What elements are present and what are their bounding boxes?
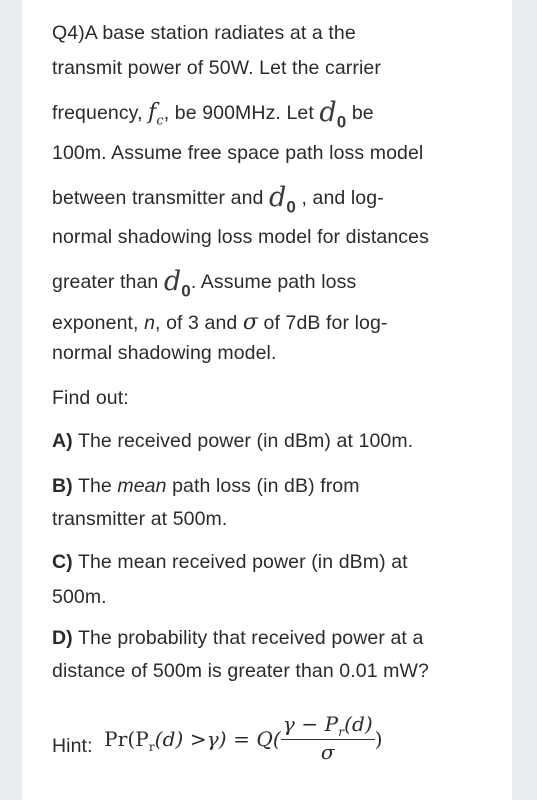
part-a-text: The received power (in dBm) at 100m. bbox=[72, 430, 414, 452]
hint-lhs-rest: (d) >γ) = Q( bbox=[154, 726, 281, 751]
part-d bbox=[52, 627, 423, 650]
q4-line-1: Q4)A base station radiates at a the bbox=[52, 22, 356, 44]
q4-line-7-text-a: greater than bbox=[52, 271, 164, 293]
q4-line-7-text-b: . Assume path loss bbox=[190, 271, 357, 293]
q4-line-6: normal shadowing loss model for distances bbox=[52, 226, 429, 248]
d0-symbol: $d_0$ bbox=[163, 266, 191, 301]
hint-fraction bbox=[281, 712, 375, 764]
hint-numerator-sub: r bbox=[338, 725, 345, 739]
hint-numerator-rest: (d) bbox=[344, 712, 373, 736]
q4-line-5-text-a: between transmitter and bbox=[52, 187, 270, 209]
sigma-symbol: σ bbox=[242, 310, 258, 335]
d0-symbol: $d_0$ bbox=[269, 182, 296, 217]
hint bbox=[52, 714, 383, 766]
q4-line-3 bbox=[52, 95, 374, 130]
part-c-label: C) bbox=[52, 551, 73, 573]
part-d-label: D) bbox=[52, 627, 73, 649]
find-out-heading: Find out: bbox=[52, 387, 129, 409]
hint-lhs-sub: r bbox=[148, 739, 155, 754]
carrier-frequency-symbol: $f_c$ bbox=[148, 100, 164, 129]
hint-lhs: Pr(P bbox=[104, 726, 149, 751]
q4-line-4: 100m. Assume free space path loss model bbox=[52, 142, 424, 164]
d0-symbol: $d_0$ bbox=[319, 97, 347, 132]
q4-line-5 bbox=[52, 180, 384, 215]
hint-denominator: σ bbox=[320, 740, 335, 764]
part-b-label: B) bbox=[52, 475, 73, 497]
q4-line-8-text-a: exponent, bbox=[52, 312, 145, 334]
q4-line-7 bbox=[52, 264, 356, 299]
part-a-label: A) bbox=[52, 430, 73, 452]
q4-line-8-text-c: of 7dB for log- bbox=[258, 312, 388, 334]
part-c-line-2: 500m. bbox=[52, 586, 107, 608]
q4-line-9: normal shadowing model. bbox=[52, 342, 277, 364]
part-b-text-pre: The bbox=[72, 475, 118, 497]
hint-numerator: γ − P bbox=[282, 712, 339, 736]
part-b-emphasis: mean bbox=[117, 475, 167, 497]
q4-line-8 bbox=[52, 310, 388, 335]
hint-close-paren: ) bbox=[374, 726, 383, 751]
q4-line-8-text-b: , of 3 and bbox=[155, 312, 243, 334]
q4-line-3-text-a: frequency, bbox=[52, 102, 149, 124]
part-d-text: The probability that received power at a bbox=[72, 627, 424, 649]
q4-line-5-text-b: , and log- bbox=[295, 187, 384, 209]
q4-line-2: transmit power of 50W. Let the carrier bbox=[52, 57, 381, 79]
path-loss-exponent-symbol: n bbox=[144, 312, 156, 334]
part-b-text-post: path loss (in dB) from bbox=[166, 475, 360, 497]
hint-label: Hint: bbox=[52, 734, 93, 757]
part-b bbox=[52, 475, 360, 498]
part-c-text: The mean received power (in dBm) at bbox=[72, 551, 408, 573]
question-card bbox=[22, 0, 512, 800]
part-a bbox=[52, 430, 413, 453]
q4-line-3-text-c: be bbox=[346, 102, 374, 124]
q4-line-3-text-b: , be 900MHz. Let bbox=[163, 102, 320, 124]
part-b-line-2: transmitter at 500m. bbox=[52, 508, 228, 530]
part-d-line-2: distance of 500m is greater than 0.01 mW? bbox=[52, 660, 429, 682]
part-c bbox=[52, 551, 408, 574]
